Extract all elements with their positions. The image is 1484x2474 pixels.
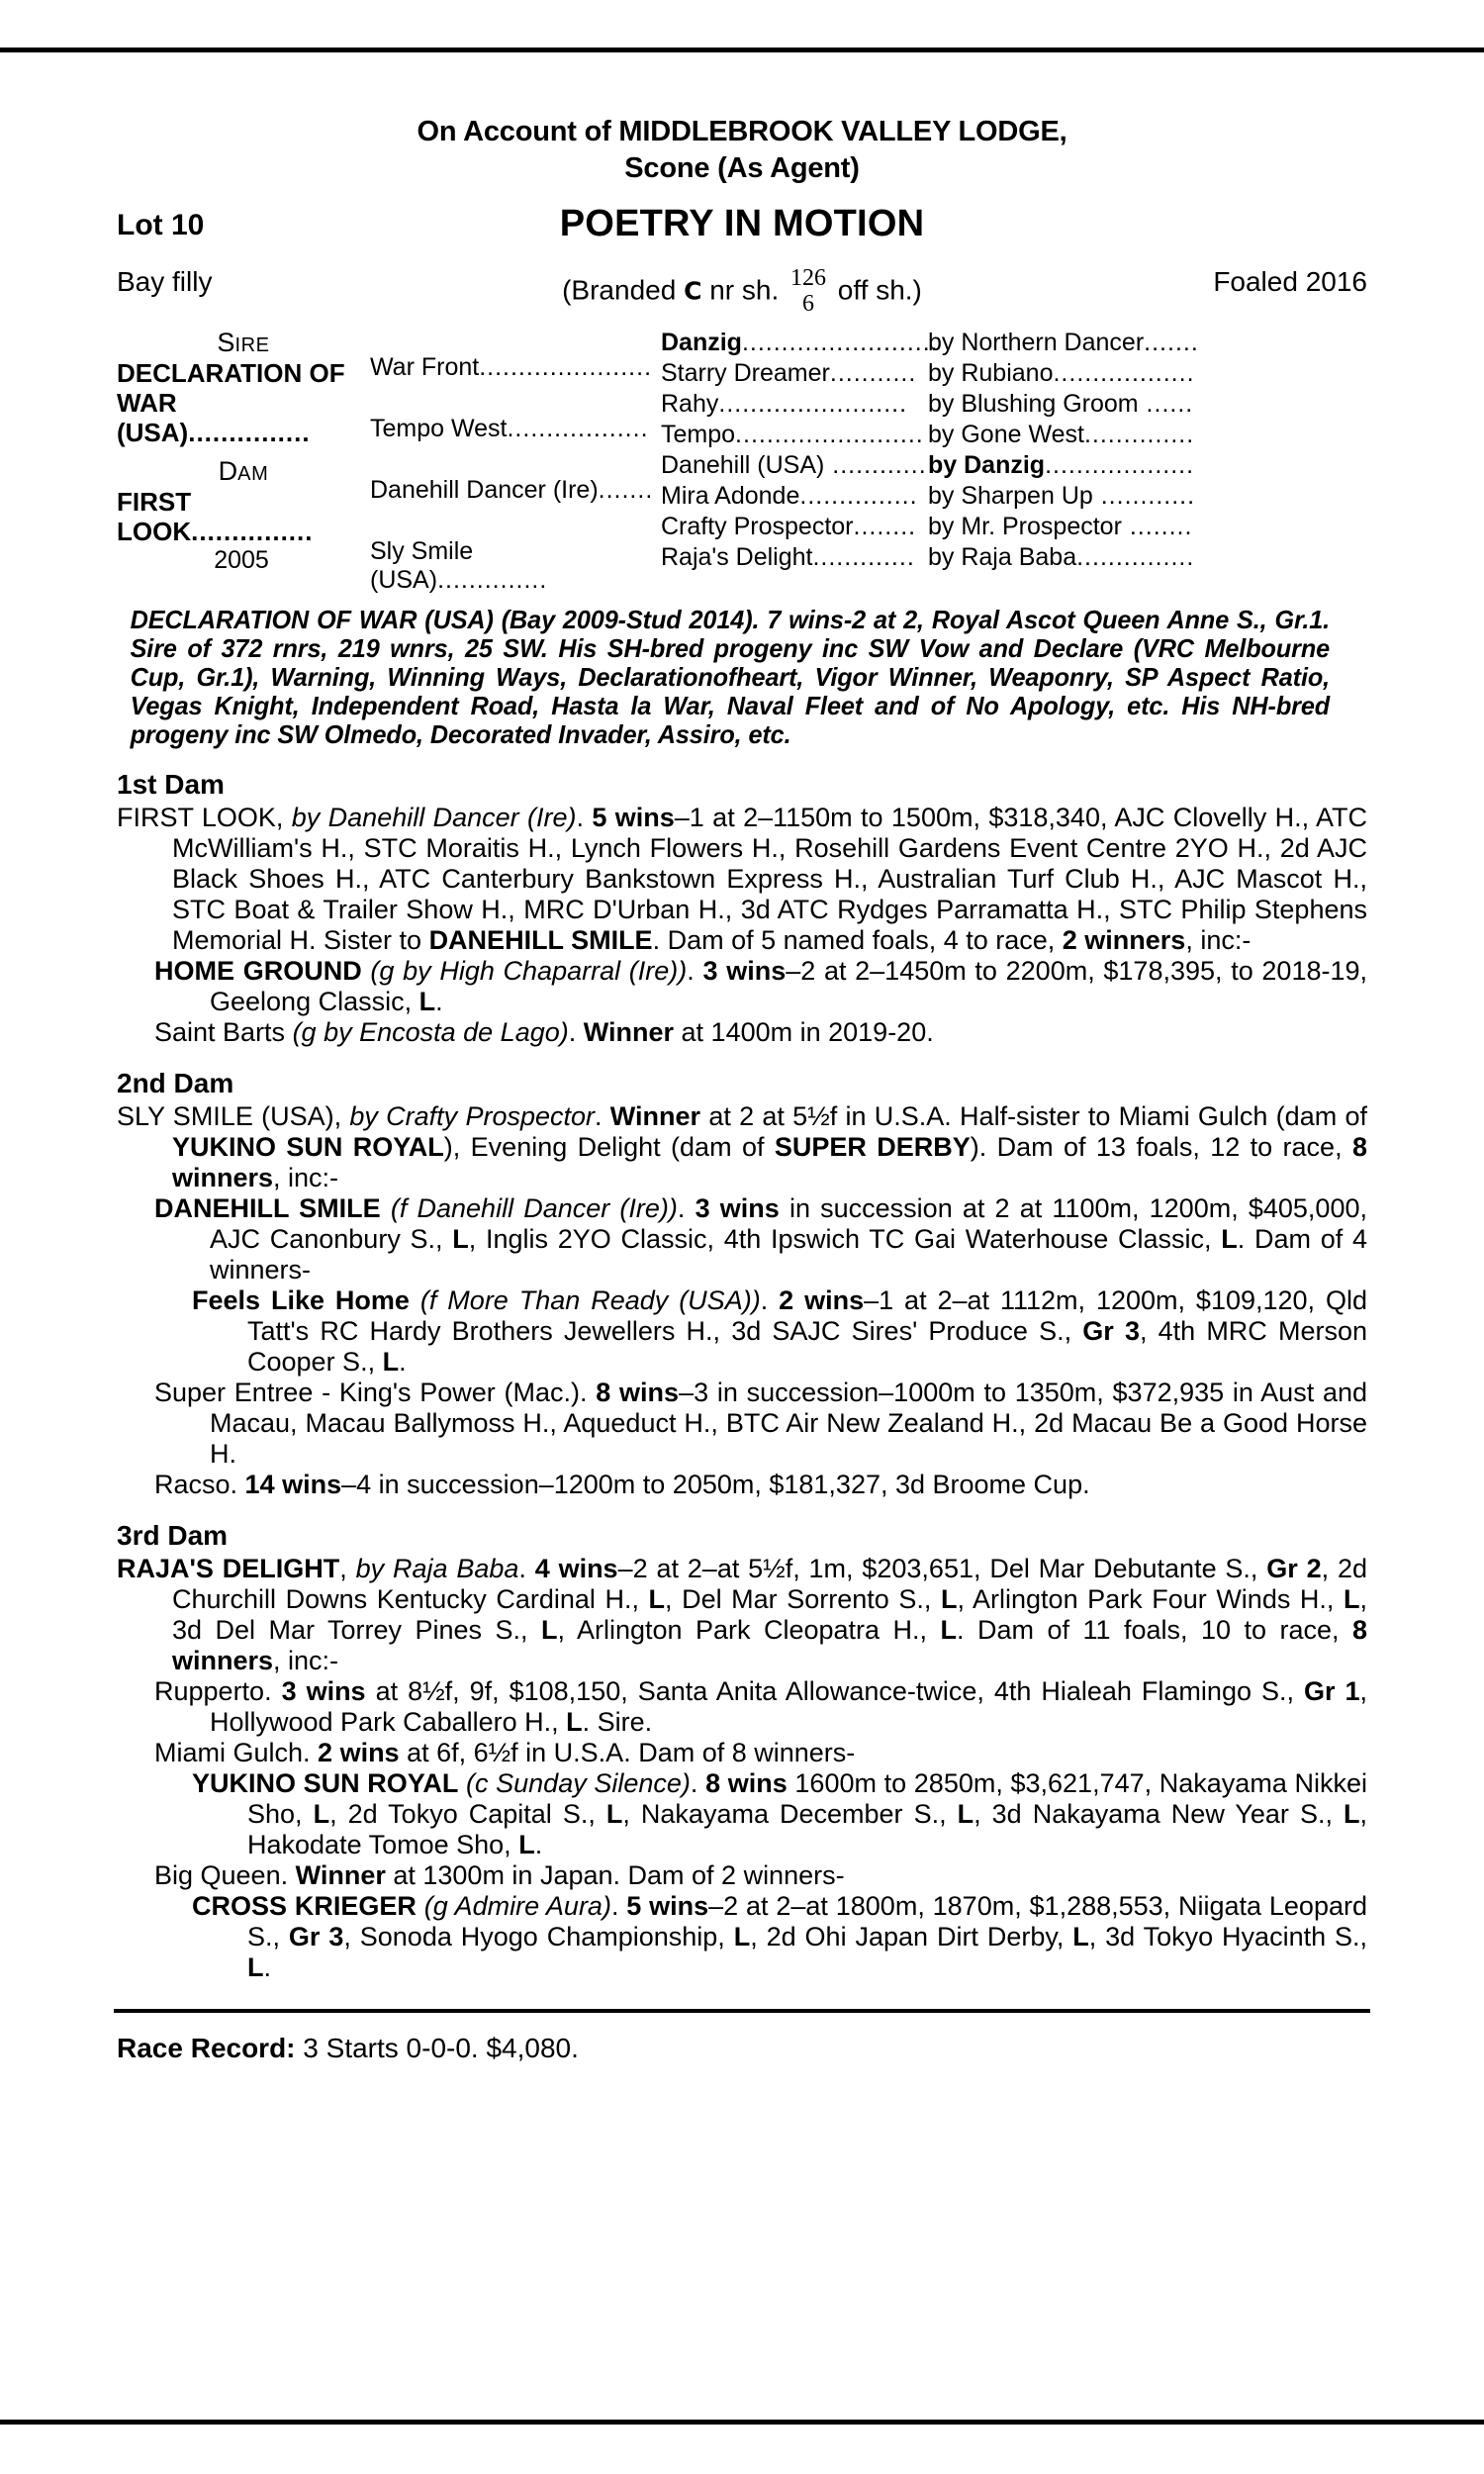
gen2-leader-dots: ..................: [507, 415, 649, 442]
dam-section-heading: 3rd Dam: [117, 1520, 229, 1551]
gen3-by-name: by Sharpen Up: [928, 482, 1093, 510]
gen3-name: Danehill (USA): [661, 451, 825, 479]
gen3-leader-dots: ...............: [799, 482, 918, 510]
dam-section-heading: 2nd Dam: [117, 1068, 234, 1098]
gen3-by-name: by Mr. Prospector: [928, 513, 1122, 540]
gen3-by-name-bold: Danzig: [964, 451, 1046, 479]
brand-symbol-icon: C: [684, 276, 702, 306]
pedigree-entry: DANEHILL SMILE (f Danehill Dancer (Ire)). 3 wins in succession at 2 at 1100m, 1200m, $405,000, AJC Canonbury S., L, Inglis 2YO Classic, 4th Ipswich TC Gai Waterhouse Classic, L. Dam of 4 winners-: [154, 1193, 1367, 1285]
pedigree-entry: Racso. 14 wins–4 in succession–1200m to 2050m, $181,327, 3d Broome Cup.: [154, 1470, 1090, 1499]
sire-name-line-1: DECLARATION OF: [117, 358, 345, 388]
lot-number: Lot 10: [117, 209, 205, 241]
gen3-by-row-5: [928, 481, 1195, 512]
dam-block: [117, 456, 364, 575]
gen3-by-leader-dots: ...................: [1045, 451, 1195, 479]
dam-name: [117, 487, 364, 546]
foaled-year: Foaled 2016: [1213, 266, 1367, 297]
catalogue-page: [0, 48, 1484, 2425]
race-record-divider: [114, 2009, 1370, 2013]
sire-label-initial: S: [217, 328, 235, 357]
sire-name-line-2: [117, 388, 364, 447]
page-title: POETRY IN MOTION: [559, 203, 925, 244]
lot-title-row: [117, 203, 1367, 252]
brand-fraction: [790, 265, 826, 317]
gen3-leader-dots: ............: [824, 451, 927, 479]
race-record-label: Race Record:: [117, 2033, 296, 2063]
gen3-by-row-0: [928, 328, 1199, 358]
gen3-row-4: [661, 450, 927, 481]
gen3-row-7: [661, 542, 915, 573]
sire-block: [117, 328, 364, 447]
dam-name-text: FIRST LOOK: [117, 487, 192, 546]
gen3-leader-dots: ........................: [735, 421, 924, 448]
gen3-by-name: by Northern Dancer: [928, 329, 1145, 356]
pedigree-entry: YUKINO SUN ROYAL (c Sunday Silence). 8 wins 1600m to 2850m, $3,621,747, Nakayama Nikkei Sho, L, 2d Tokyo Capital S., L, Nakayama December S., L, 3d Nakayama New Year S., L, Hakodate Tomoe Sho, L.: [192, 1768, 1368, 1859]
brand-prefix-text: (Branded: [562, 274, 677, 306]
sire-label-rest: IRE: [234, 334, 270, 356]
gen3-name: Rahy: [661, 390, 719, 418]
pedigree-entry: SLY SMILE (USA), by Crafty Prospector. Winner at 2 at 5½f in U.S.A. Half-sister to Miami Gulch (dam of YUKINO SUN ROYAL), Evening Delight (dam of SUPER DERBY). Dam of 13 foals, 12 to race, 8 winners, inc:-: [117, 1101, 1367, 1192]
gen3-row-3: [661, 420, 924, 450]
brand-mid-text: nr sh.: [709, 274, 780, 306]
pedigree-entry: FIRST LOOK, by Danehill Dancer (Ire). 5 wins–1 at 2–1150m to 1500m, $318,340, AJC Clovelly H., ATC McWilliam's H., STC Moraitis H., Lynch Flowers H., Rosehill Gardens Event Centre 2YO H., 2d AJC Black Shoes H., ATC Canterbury Bankstown Express H., Australian Turf Club H., AJC Mascot H., STC Boat & Trailer Show H., MRC D'Urban H., 3d ATC Rydges Parramatta H., STC Philip Stephens Memorial H. Sister to DANEHILL SMILE. Dam of 5 named foals, 4 to race, 2 winners, inc:-: [117, 803, 1367, 955]
gen3-by-name: by Rubiano: [928, 359, 1054, 387]
consignor-heading: [117, 114, 1367, 187]
pedigree-entry: CROSS KRIEGER (g Admire Aura). 5 wins–2 at 2–at 1800m, 1870m, $1,288,553, Niigata Leopard S., Gr 3, Sonoda Hyogo Championship, L, 2d Ohi Japan Dirt Derby, L, 3d Tokyo Hyacinth S., L.: [192, 1891, 1368, 1982]
pedigree-entry: Big Queen. Winner at 1300m in Japan. Dam of 2 winners-: [154, 1860, 845, 1890]
gen2-name: Tempo West: [370, 415, 508, 442]
gen3-by-leader-dots: .......: [1144, 329, 1199, 356]
gen3-leader-dots: .........................: [741, 329, 939, 356]
gen3-row-2: [661, 389, 907, 420]
gen3-leader-dots: ........: [853, 513, 917, 540]
brand-suffix-text: off sh.): [837, 274, 922, 306]
pedigree-entry: Miami Gulch. 2 wins at 6f, 6½f in U.S.A. Dam of 8 winners-: [154, 1738, 856, 1767]
gen3-by-row-6: [928, 512, 1192, 542]
sire-summary-note: DECLARATION OF WAR (USA) (Bay 2009-Stud 2014). 7 wins-2 at 2, Royal Ascot Queen Anne S., Gr.1. Sire of 372 rnrs, 219 wnrs, 25 SW. His SH-bred progeny inc SW Vow and Declare (VRC Melbourne Cup, Gr.1), Warning, Winning Ways, Declarationofheart, Vigor Winner, Weaponry, SP Aspect Ratio, Vegas Knight, Independent Road, Hasta la War, Naval Fleet and of No Apology, etc. His NH-bred progeny inc SW Olmedo, Decorated Invader, Assiro, etc.: [130, 605, 1331, 749]
gen3-name: Danzig: [661, 329, 742, 356]
pedigree-entry: HOME GROUND (g by High Chaparral (Ire)). 3 wins–2 at 2–1450m to 2200m, $178,395, to 2018-19, Geelong Classic, L.: [154, 956, 1368, 1016]
gen2-row-3: [370, 537, 657, 595]
gen3-leader-dots: .............: [812, 543, 915, 571]
gen3-by-row-4: [928, 450, 1194, 481]
gen3-by-leader-dots: ..............: [1083, 421, 1195, 448]
gen3-name: Starry Dreamer: [661, 359, 830, 387]
gen2-row-2: [370, 476, 653, 505]
dam-year: 2005: [214, 546, 269, 574]
pedigree-entry: RAJA'S DELIGHT, by Raja Baba. 4 wins–2 at 2–at 5½f, 1m, $203,651, Del Mar Debutante S., Gr 2, 2d Churchill Downs Kentucky Cardinal H., L, Del Mar Sorrento S., L, Arlington Park Four Winds H., L, 3d Del Mar Torrey Pines S., L, Arlington Park Cleopatra H., L. Dam of 11 foals, 10 to race, 8 winners, inc:-: [117, 1554, 1367, 1675]
gen3-name: Crafty Prospector: [661, 513, 854, 540]
pedigree-table: [117, 328, 1367, 594]
pedigree-entry: Saint Barts (g by Encosta de Lago). Winner at 1400m in 2019-20.: [154, 1017, 934, 1047]
gen3-name: Raja's Delight: [661, 543, 813, 571]
gen3-row-0: [661, 328, 939, 358]
sire-name: [117, 358, 364, 447]
gen2-row-1: [370, 415, 649, 443]
gen3-by-leader-dots: ........: [1121, 513, 1193, 540]
dam-sections: [117, 769, 1367, 1983]
gen3-by-row-1: [928, 358, 1195, 389]
dam-label-initial: D: [218, 456, 238, 486]
sire-name-text: WAR (USA): [117, 388, 189, 447]
colour-and-sex: Bay filly: [117, 266, 213, 297]
consignor-line-2: Scone (As Agent): [624, 152, 860, 184]
gen3-by-leader-dots: ......: [1138, 390, 1194, 418]
gen2-row-0: [370, 353, 652, 382]
gen3-by-name: by Blushing Groom: [928, 390, 1139, 418]
gen2-name: Sly Smile (USA): [370, 537, 474, 594]
gen3-by-row-3: [928, 420, 1194, 450]
sire-label: [117, 328, 364, 358]
gen3-row-1: [661, 358, 916, 389]
gen2-leader-dots: ..............: [437, 566, 548, 594]
gen2-leader-dots: ......................: [479, 353, 653, 381]
dam-label-rest: AM: [237, 463, 269, 485]
race-record-value: 3 Starts 0-0-0. $4,080.: [303, 2033, 579, 2063]
gen2-name: War Front: [370, 353, 480, 381]
gen3-by-name: by Gone West: [928, 421, 1084, 448]
dam-section-heading: 1st Dam: [117, 769, 225, 800]
consignor-line-1: On Account of MIDDLEBROOK VALLEY LODGE,: [417, 116, 1067, 147]
gen3-row-5: [661, 481, 918, 512]
gen3-row-6: [661, 512, 916, 542]
gen3-name: Mira Adonde: [661, 482, 800, 510]
brand-denominator: 6: [802, 291, 815, 317]
gen3-by-row-2: [928, 389, 1193, 420]
dam-leader-dots: ...............: [191, 517, 314, 546]
gen3-leader-dots: ...........: [829, 359, 917, 387]
sire-leader-dots: ...............: [188, 418, 311, 447]
gen3-by-leader-dots: ..................: [1053, 359, 1195, 387]
gen3-by-prefix: by: [928, 451, 965, 479]
pedigree-entry: Rupperto. 3 wins at 8½f, 9f, $108,150, Santa Anita Allowance-twice, 4th Hialeah Flamingo S., Gr 1, Hollywood Park Caballero H., L. Sire.: [154, 1676, 1367, 1737]
brand-numerator: 126: [790, 265, 827, 291]
race-record: [117, 2033, 1367, 2064]
page-content: [117, 52, 1367, 2064]
gen3-by-leader-dots: ...............: [1076, 543, 1195, 571]
gen3-by-name: by Raja Baba: [928, 543, 1077, 571]
gen2-name: Danehill Dancer (Ire): [370, 476, 599, 504]
gen2-leader-dots: .......: [598, 476, 654, 504]
description-row: [117, 258, 1367, 317]
gen3-leader-dots: ........................: [718, 390, 908, 418]
pedigree-entry: Feels Like Home (f More Than Ready (USA)). 2 wins–1 at 2–at 1112m, 1200m, $109,120, Qld Tatt's RC Hardy Brothers Jewellers H., 3d SAJC Sires' Produce S., Gr 3, 4th MRC Merson Cooper S., L.: [192, 1285, 1367, 1377]
dam-label: [117, 456, 364, 487]
gen3-by-leader-dots: ............: [1092, 482, 1196, 510]
gen3-name: Tempo: [661, 421, 736, 448]
pedigree-entry: Super Entree - King's Power (Mac.). 8 wins–3 in succession–1000m to 1350m, $372,935 in Aust and Macau, Macau Ballymoss H., Aqueduct H., BTC Air New Zealand H., 2d Macau Be a Good Horse H.: [154, 1378, 1367, 1469]
gen3-by-row-7: [928, 542, 1194, 573]
brand-details: [117, 266, 1367, 318]
